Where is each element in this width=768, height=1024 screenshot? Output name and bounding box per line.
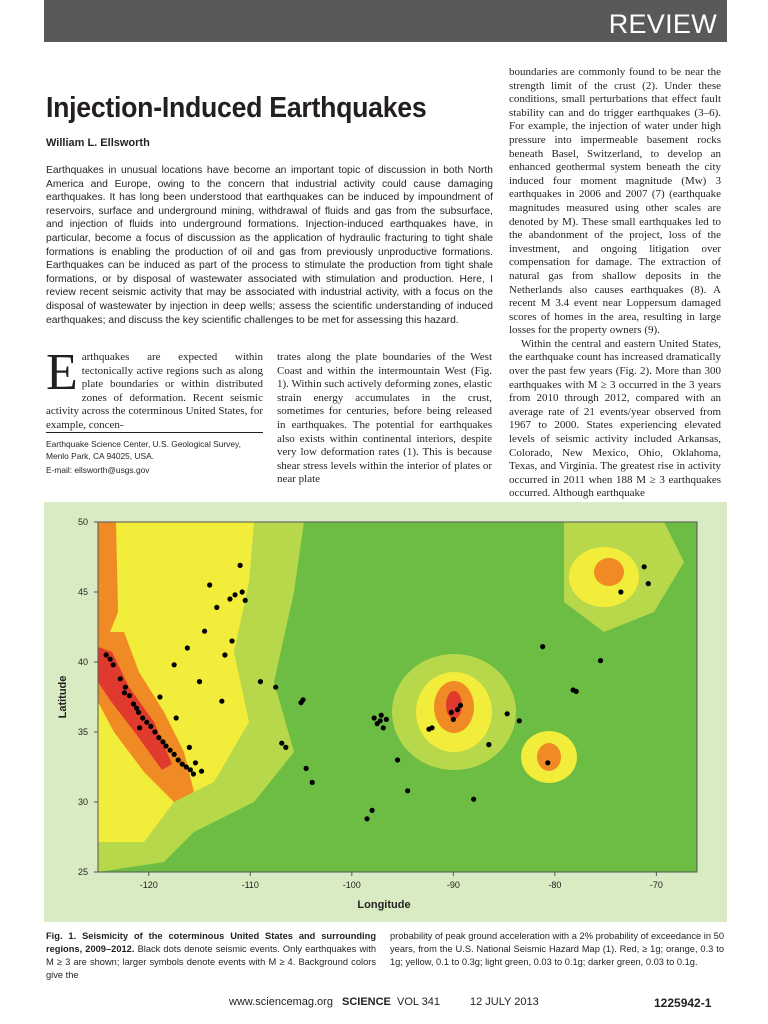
- earthquake-point: [405, 788, 410, 793]
- earthquake-point: [202, 629, 207, 634]
- y-axis-label: Latitude: [57, 675, 69, 719]
- earthquake-point: [122, 690, 127, 695]
- earthquake-point: [207, 582, 212, 587]
- earthquake-point: [642, 564, 647, 569]
- earthquake-point: [618, 589, 623, 594]
- seismicity-map-svg: [44, 502, 727, 922]
- earthquake-point: [455, 707, 460, 712]
- earthquake-point: [545, 760, 550, 765]
- earthquake-point: [137, 725, 142, 730]
- drop-cap: E: [46, 344, 78, 401]
- x-axis-label: Longitude: [357, 899, 411, 911]
- earthquake-point: [238, 563, 243, 568]
- article-author: William L. Ellsworth: [46, 137, 150, 149]
- body-text-col1: arthquakes are expected within tectonically active regions such as along plate boundaries or within distributed zones of deformation. Recent seismic activity across the coterminous United States, for example, concen-: [46, 351, 263, 431]
- earthquake-point: [395, 757, 400, 762]
- body-text-col2: trates along the plate boundaries of the West Coast and within the intermountain West (Fig. 1). Within such actively deforming zones, elastic strain energy accumulates in the crust, sometimes for centuries, before being released in earthquakes. The potential for earthquakes also exists within continental interiors, despite very low deformation rates (1). This is because shear stress levels within the interior of plates or near plate: [277, 351, 493, 486]
- earthquake-point: [232, 592, 237, 597]
- hazard-zone-orange-northeast: [594, 558, 624, 586]
- earthquake-point: [258, 679, 263, 684]
- earthquake-point: [540, 644, 545, 649]
- footer-page-id: 1225942-1: [654, 996, 712, 1010]
- earthquake-point: [310, 780, 315, 785]
- earthquake-point: [486, 742, 491, 747]
- body-column-1: [46, 344, 263, 433]
- earthquake-point: [300, 697, 305, 702]
- earthquake-point: [243, 598, 248, 603]
- hazard-zone-orange-charleston: [537, 743, 561, 771]
- earthquake-point: [646, 581, 651, 586]
- earthquake-point: [163, 743, 168, 748]
- earthquake-point: [188, 767, 193, 772]
- earthquake-point: [229, 638, 234, 643]
- earthquake-point: [384, 717, 389, 722]
- section-label: REVIEW: [608, 9, 717, 39]
- footer-url[interactable]: www.sciencemag.org: [229, 996, 333, 1008]
- earthquake-point: [370, 808, 375, 813]
- earthquake-point: [144, 720, 149, 725]
- earthquake-point: [227, 596, 232, 601]
- earthquake-point: [279, 741, 284, 746]
- earthquake-point: [283, 745, 288, 750]
- earthquake-point: [104, 652, 109, 657]
- footer-volume: VOL 341: [397, 996, 441, 1008]
- earthquake-point: [191, 771, 196, 776]
- earthquake-point: [449, 710, 454, 715]
- earthquake-point: [157, 694, 162, 699]
- caption-text-left: Black dots denote seismic events. Only earthquakes with M ≥ 3 are shown; larger symbols denote events with M ≥ 4. Background colors give the: [46, 944, 376, 980]
- figure-caption-left: [46, 930, 376, 982]
- y-tick-label: 25: [77, 867, 88, 877]
- y-tick-label: 30: [77, 797, 88, 807]
- article-abstract: Earthquakes in unusual locations have become an important topic of discussion in both North America and Europe, owing to the concern that industrial activity could cause damaging earthquakes. It has long been understood that earthquakes can be induced by impoundment of reservoirs, surface and underground mining, withdrawal of fluids and gas from the subsurface, and injection of fluids into underground formations. Injection-induced earthquakes have, in particular, become a focus of discussion as the application of hydraulic fracturing to tight shale formations is enabling the production of oil and gas from previously unproductive formations. Earthquakes can be induced as part of the process to stimulate the production from tight shale formations, or by disposal of wastewater associated with stimulation and production. Here, I review recent seismic activity that may be associated with industrial activity, with a focus on the disposal of wastewater by injection in deep wells; assess the scientific understanding of induced earthquakes; and discuss the key scientific challenges to be met for assessing this hazard.: [46, 165, 493, 326]
- earthquake-point: [571, 687, 576, 692]
- earthquake-point: [451, 717, 456, 722]
- x-tick-label: -120: [139, 880, 158, 890]
- earthquake-point: [214, 605, 219, 610]
- earthquake-point: [185, 645, 190, 650]
- earthquake-point: [304, 766, 309, 771]
- earthquake-point: [199, 769, 204, 774]
- earthquake-point: [148, 724, 153, 729]
- earthquake-point: [176, 757, 181, 762]
- earthquake-point: [378, 718, 383, 723]
- earthquake-point: [156, 735, 161, 740]
- figure-1-seismicity-map: [44, 502, 727, 922]
- footer-date: 12 JULY 2013: [470, 996, 539, 1008]
- earthquake-point: [172, 752, 177, 757]
- earthquake-point: [222, 652, 227, 657]
- caption-title: Fig. 1. Seismicity of the coterminous United States and surrounding regions, 2009–2012.: [46, 931, 376, 954]
- earthquake-point: [505, 711, 510, 716]
- article-title: Injection-Induced Earthquakes: [46, 92, 427, 124]
- earthquake-point: [471, 797, 476, 802]
- y-tick-label: 45: [77, 587, 88, 597]
- earthquake-point: [240, 589, 245, 594]
- earthquake-point: [379, 713, 384, 718]
- y-tick-label: 35: [77, 727, 88, 737]
- section-banner: [44, 0, 727, 42]
- x-tick-label: -90: [446, 880, 460, 890]
- earthquake-point: [187, 745, 192, 750]
- x-tick-label: -100: [342, 880, 361, 890]
- earthquake-point: [381, 725, 386, 730]
- earthquake-point: [458, 703, 463, 708]
- body-column-3: [509, 66, 721, 501]
- earthquake-point: [134, 706, 139, 711]
- earthquake-point: [364, 816, 369, 821]
- figure-caption-right: probability of peak ground acceleration with a 2% probability of exceedance in 50 years, from the U.S. National Seismic Hazard Map (1). Red, ≥ 1g; orange, 0.3 to 1g; yellow, 0.1 to 0.3g; light green, 0.03 to 0.1g; darker green, 0.03 to 0.1g.: [390, 931, 724, 967]
- earthquake-point: [273, 685, 278, 690]
- y-tick-label: 40: [77, 657, 88, 667]
- earthquake-point: [172, 662, 177, 667]
- earthquake-point: [118, 676, 123, 681]
- x-tick-label: -70: [649, 880, 663, 890]
- earthquake-point: [372, 715, 377, 720]
- footer-journal: SCIENCE: [342, 996, 391, 1008]
- earthquake-point: [197, 679, 202, 684]
- x-tick-label: -110: [241, 880, 259, 890]
- earthquake-point: [429, 725, 434, 730]
- x-tick-label: -80: [548, 880, 562, 890]
- body-text-col3-p1: boundaries are commonly found to be near the strength limit of the crust (2). Under these conditions, small perturbations that effect fault stability can and do trigger earthquakes (3–6). For example, the injection of water under high pressure into impermeable basement rocks beneath Basel, Switzerland, to develop an enhanced geothermal system beneath the city induced four moment magnitude (Mw) 3 earthquakes in 2006 and 2007 (7) (earthquake magnitudes measured using other scales are denoted by M). These small earthquakes led to the abandonment of the project, loss of the investment, and ongoing litigation over compensation for damage. The extraction of natural gas from shallow deposits in the Netherlands also causes earthquakes (8). A recent M 3.4 event near Loppersum damaged scores of homes in the area, resulting in large losses for the property owners (9).: [509, 66, 721, 337]
- earthquake-point: [598, 658, 603, 663]
- earthquake-point: [111, 662, 116, 667]
- earthquake-point: [160, 739, 165, 744]
- y-tick-label: 50: [77, 517, 88, 527]
- author-affiliation: [46, 432, 263, 476]
- earthquake-point: [517, 718, 522, 723]
- affiliation-address: Earthquake Science Center, U.S. Geological Survey, Menlo Park, CA 94025, USA.: [46, 439, 241, 461]
- earthquake-point: [108, 657, 113, 662]
- earthquake-point: [127, 693, 132, 698]
- earthquake-point: [174, 715, 179, 720]
- earthquake-point: [219, 699, 224, 704]
- earthquake-point: [193, 760, 198, 765]
- earthquake-point: [152, 729, 157, 734]
- body-text-col3-p2: Within the central and eastern United States, the earthquake count has increased dramatically over the past few years (Fig. 2). More than 300 earthquakes with M ≥ 3 occurred in the 3 years from 2010 through 2012, compared with an average rate of 21 events/year observed from 1967 to 2000. States experiencing elevated levels of seismic activity included Arkansas, Colorado, New Mexico, Ohio, Oklahoma, Texas, and Virginia. The greatest rise in activity occurred in 2011 when 188 M ≥ 3 earthquakes occurred. Although earthquake: [509, 337, 721, 500]
- earthquake-point: [123, 685, 128, 690]
- earthquake-point: [131, 701, 136, 706]
- earthquake-point: [167, 748, 172, 753]
- body-column-2: [277, 351, 492, 487]
- earthquake-point: [140, 715, 145, 720]
- author-email[interactable]: E-mail: ellsworth@usgs.gov: [46, 465, 150, 475]
